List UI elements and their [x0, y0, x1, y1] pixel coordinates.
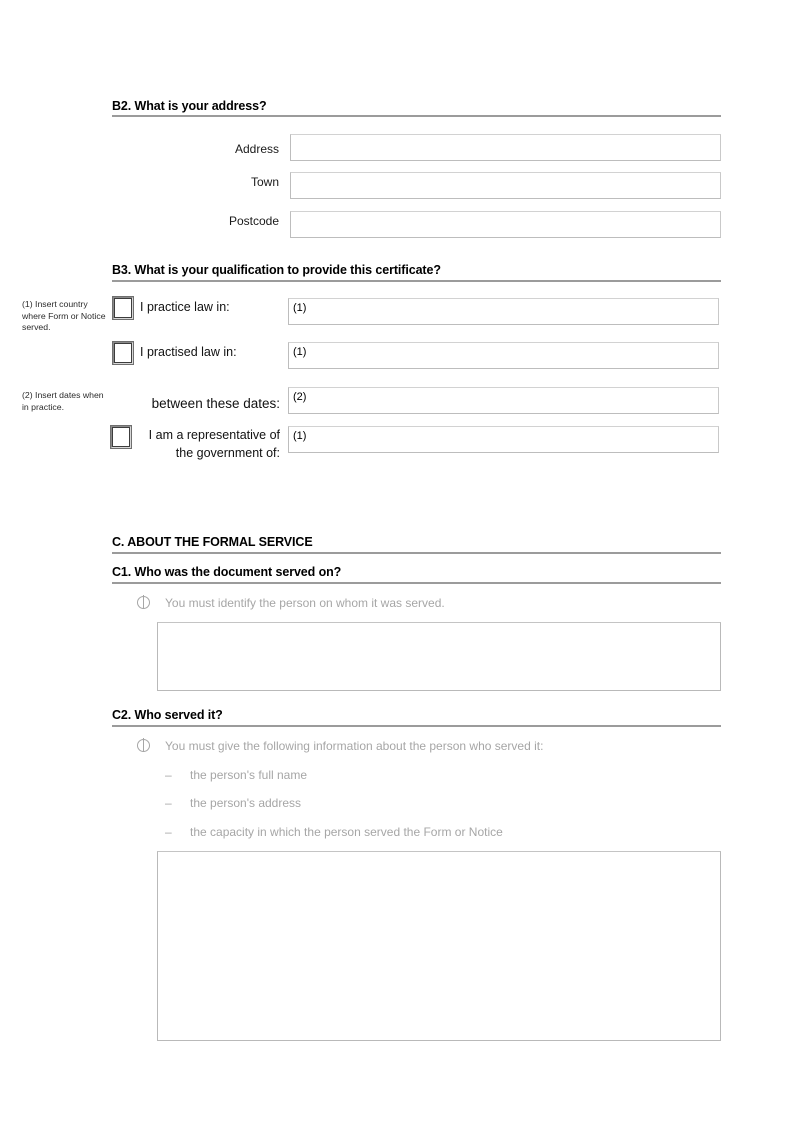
checkbox-government-representative-box [112, 427, 130, 447]
checkbox-practice-law-label: I practice law in: [140, 300, 230, 314]
c2-answer-textarea[interactable] [157, 851, 721, 1041]
postcode-label: Postcode [228, 214, 279, 228]
checkbox-practice-law-box [114, 298, 132, 318]
checkbox-practised-law[interactable] [112, 341, 134, 365]
section-heading-b3: B3. What is your qualification to provide this certificate? [112, 263, 441, 277]
margin-note-1: (1) Insert country where Form or Notice served. [22, 299, 106, 332]
town-label: Town [250, 175, 279, 189]
checkbox-government-representative[interactable] [110, 425, 132, 449]
info-icon [137, 596, 150, 609]
practice-law-country-value: (1) [293, 302, 307, 314]
practised-law-country-value: (1) [293, 346, 307, 358]
checkbox-practice-law[interactable] [112, 296, 134, 320]
c2-bullet-2: the person's address [190, 796, 302, 810]
practice-law-country-input[interactable] [288, 298, 719, 325]
between-dates-label: between these dates: [151, 396, 280, 411]
dash-icon: – [165, 768, 172, 782]
checkbox-government-representative-label: I am a representative of the government of: [148, 428, 280, 460]
practised-law-country-input[interactable] [288, 342, 719, 369]
c2-bullet-1: the person's full name [190, 768, 308, 782]
section-rule-c [112, 552, 721, 554]
town-input[interactable] [290, 172, 721, 199]
section-heading-b2: B2. What is your address? [112, 99, 267, 113]
government-country-input[interactable] [288, 426, 719, 453]
postcode-input[interactable] [290, 211, 721, 238]
between-dates-value: (2) [293, 391, 307, 403]
info-icon [137, 739, 150, 752]
margin-note-2: (2) Insert dates when in practice. [22, 390, 104, 412]
section-rule-c2 [112, 725, 721, 727]
address-input[interactable] [290, 134, 721, 161]
c2-bullet-3: the capacity in which the person served the Form or Notice [190, 825, 503, 839]
section-heading-c: C. ABOUT THE FORMAL SERVICE [112, 535, 313, 549]
between-dates-input[interactable] [288, 387, 719, 414]
checkbox-practised-law-box [114, 343, 132, 363]
dash-icon: – [165, 825, 172, 839]
c1-hint-text: You must identify the person on whom it was served. [165, 596, 445, 610]
government-country-value: (1) [293, 430, 307, 442]
section-rule-b2 [112, 115, 721, 117]
c2-hint-text: You must give the following information about the person who served it: [165, 739, 544, 753]
dash-icon: – [165, 796, 172, 810]
address-label: Address [234, 142, 279, 156]
c1-answer-textarea[interactable] [157, 622, 721, 691]
section-rule-c1 [112, 582, 721, 584]
section-heading-c1: C1. Who was the document served on? [112, 565, 342, 579]
checkbox-practised-law-label: I practised law in: [140, 345, 237, 359]
section-rule-b3 [112, 280, 721, 282]
section-heading-c2: C2. Who served it? [112, 708, 223, 722]
